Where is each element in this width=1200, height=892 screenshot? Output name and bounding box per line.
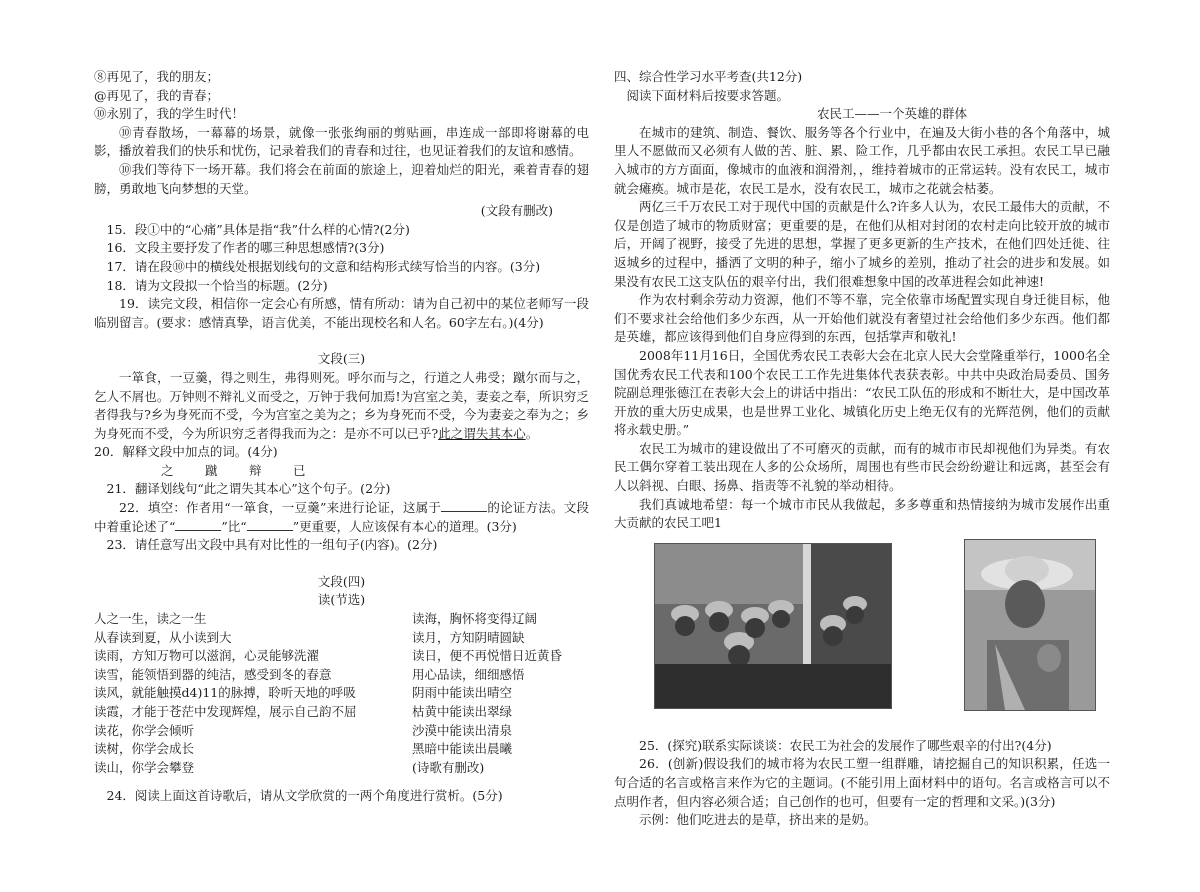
poem-line: 从春读到夏，从小读到大 [94, 629, 232, 645]
question-16: 16．文段主要抒发了作者的哪三种思想感情?(3分) [106, 240, 385, 256]
poem-line: 读花，你学会倾听 [94, 722, 195, 738]
poem-right-column [412, 610, 589, 777]
question-15: 15．段①中的“心痛”具体是指“我”什么样的心情?(2分) [106, 221, 410, 237]
poem-line: 黑暗中能读出晨曦 [412, 741, 513, 757]
paragraph: ⑩我们等待下一场开幕。我们将会在前面的旅途上，迎着灿烂的阳光，乘着青春的翅膀，勇敢地飞向梦想的天堂。 [94, 161, 589, 196]
article-paragraph: 2008年11月16日，全国优秀农民工表彰大会在北京人民大会堂隆重举行，1000名全国优秀农民工代表和100个农民工工作先进集体代表获表彰。中共中央政治局委员、国务院副总理张德江在表彰大会上的讲话中指出：“农民工队伍的形成和不断壮大，是中国改革开放的重大历史成果，也是世界工业化、城镇化历史上绝无仅有的光辉范例，他们的贡献将永载史册。” [614, 347, 1110, 438]
poem [94, 610, 589, 777]
question-24: 24．阅读上面这首诗歌后，请从文学欣赏的一两个角度进行赏析。(5分) [106, 788, 503, 804]
section-3-title: 文段(三) [317, 351, 366, 367]
edit-note: (文段有删改) [480, 203, 553, 219]
word: 辩 [249, 462, 262, 478]
poem-edit-note: (诗歌有删改) [412, 759, 485, 775]
workers-group-photo [654, 543, 892, 709]
poem-line: 人之一生，读之一生 [94, 611, 207, 627]
section-4-title: 文段(四) [317, 573, 366, 589]
section-3-text: 一箪食，一豆羹，得之则生，弗得则死。呼尔而与之，行道之人弗受；蹴尔而与之，乞人不屑也。万钟则不辩礼义而受之，万钟于我何加焉!为宫室之美，妻妾之奉，所识穷乏者得我与?乡为身死而不受，今为宫室之美为之；乡为身死而不受，今为妻妾之奉为之；乡为身死而不受，今为所识穷乏者得我而为之：是亦不可以已乎?此之谓失其本心。 [94, 369, 589, 441]
poem-line: 读山，你学会攀登 [94, 759, 195, 775]
question-17: 17．请在段⑩中的横线处根据划线句的文意和结构形式续写恰当的内容。(3分) [106, 258, 541, 274]
question-18: 18．请为文段拟一个恰当的标题。(2分) [106, 277, 328, 293]
underlined-sentence: 此之谓失其本心 [438, 425, 526, 441]
article-paragraph: 农民工为城市的建设做出了不可磨灭的贡献，而有的城市市民却视他们为异类。有农民工偶尔穿着工装出现在人多的公众场所，周围也有些市民会纷纷避让和远离，甚至会有人以斜视、白眼、扬鼻、指责等不礼貌的举动相待。 [614, 440, 1110, 494]
article-title: 农民工——一个英雄的群体 [816, 106, 967, 122]
paragraph: ⑩青春散场，一幕幕的场景，就像一张张绚丽的剪贴画，串连成一部即将谢幕的电影，播放着我们的快乐和忧伤，记录着我们的青春和过往，也见证着我们的友谊和感情。 [94, 124, 589, 159]
question-21: 21．翻译划线句“此之谓失其本心”这个句子。(2分) [106, 481, 391, 497]
question-22: 22．填空：作者用“一箪食，一豆羹”来进行论证，这属于 的论证方法。文段中着重论述了“ ”比“ ”更重要，人应该保有本心的道理。(3分) [94, 500, 589, 534]
intro-line: @再见了，我的青春； [94, 87, 220, 103]
poem-line: 阴雨中能读出晴空 [412, 685, 513, 701]
poem-line: 读月，方知阴晴圆缺 [412, 629, 525, 645]
poem-line: 读霞，才能于苍茫中发现辉煌，展示自己韵不屈 [94, 704, 357, 719]
photo-area [614, 539, 1110, 731]
question-25: 25．(探究)联系实际谈谈：农民工为社会的发展作了哪些艰辛的付出?(4分) [639, 737, 1052, 753]
poem-line: 读日，便不再悦惜日近黄昏 [412, 648, 563, 664]
poem-left-column [94, 610, 412, 777]
question-20-words [94, 462, 589, 481]
question-19: 19．读完文段，相信你一定会心有所感，情有所动：请为自己初中的某位老师写一段临别留言。(要求：感情真挚，语言优美，不能出现校名和人名。60字左右。)(4分) [94, 296, 589, 330]
poem-line: 读风，就能触摸d4)11的脉搏，聆听天地的呼吸 [94, 685, 356, 701]
question-20: 20．解释文段中加点的词。(4分) [94, 444, 278, 460]
article-paragraph: 两亿三千万农民工对于现代中国的贡献是什么?许多人认为，农民工最伟大的贡献，不仅是创造了城市的物质财富；更重要的是，在他们从相对封闭的农村走向比较开放的城市后，开阔了视野，接受了先进的思想，掌握了更多更新的生产技术，在他们四处迁徙、往返城乡的过程中，播洒了文明的种子，缩小了城乡的差别，推动了社会的进步和发展。如果没有农民工这支队伍的艰辛付出，我们很难想象中国的改革进程会如此神速! [614, 199, 1110, 289]
poem-line: 用心品读，细细感悟 [412, 666, 525, 682]
poem-line: 读雨，方知万物可以滋润，心灵能够洗濯 [94, 648, 320, 664]
answer-blank[interactable] [175, 518, 221, 531]
article-paragraph: 在城市的建筑、制造、餐饮、服务等各个行业中，在遍及大街小巷的各个角落中，城里人不愿做而又必须有人做的苦、脏、累、险工作，几乎都由农民工承担。农民工早已融入城市的方方面面，像城市的血液和润滑剂，，维持着城市的正常运转。没有农民工，城市就会瘫痪。城市是花，农民工是水，没有农民工，城市之花就会枯萎。 [614, 124, 1110, 196]
poem-line: 读雪，能领悟到器的纯洁，感受到冬的春意 [94, 666, 332, 682]
word: 已 [293, 462, 306, 478]
intro-line: ⑧再见了，我的朋友； [94, 69, 220, 84]
section-heading: 四、综合性学习水平考查(共12分) [614, 69, 803, 84]
poem-line: 沙漠中能读出清泉 [412, 722, 513, 738]
poem-line: 枯黄中能读出翠绿 [412, 704, 513, 719]
intro-line: ⑩永别了，我的学生时代！ [94, 106, 245, 122]
poem-line: 读树，你学会成长 [94, 741, 195, 757]
right-column [614, 68, 1110, 830]
word: 之 [161, 462, 174, 478]
question-26: 26．(创新)假设我们的城市将为农民工塑一组群雕，请挖掘自己的知识积累，任选一句合适的名言或格言来作为它的主题词。(不能引用上面材料中的语句。名言或格言可以不点明作者，但内容必须合适；自己创作的也可，但要有一定的哲理和文采。)(3分) [614, 756, 1110, 809]
question-23: 23．请任意写出文段中具有对比性的一组句子(内容)。(2分) [106, 537, 438, 553]
example: 示例：他们吃进去的是草，挤出来的是奶。 [639, 812, 877, 828]
article-paragraph: 作为农村剩余劳动力资源，他们不等不靠，完全依靠市场配置实现自身迁徙目标，他们不要求社会给他们多少东西，从一开始他们就没有奢望过社会给他们多少东西。他们都是英雄，都应该得到他们自身应得到的东西，包括掌声和敬礼! [614, 292, 1110, 345]
worker-portrait-photo [964, 539, 1096, 711]
poem-line: 读海，胸怀将变得辽阔 [412, 611, 538, 627]
article-paragraph: 我们真诚地希望：每一个城市市民从我做起，多多尊重和热情接纳为城市发展作出重大贡献的农民工吧1 [614, 496, 1110, 531]
answer-blank[interactable] [441, 499, 487, 512]
instruction: 阅读下面材料后按要求答题。 [626, 87, 790, 103]
word: 蹴 [205, 462, 218, 478]
poem-title: 读(节选) [317, 592, 366, 608]
answer-blank[interactable] [247, 518, 293, 531]
left-column [94, 68, 589, 806]
